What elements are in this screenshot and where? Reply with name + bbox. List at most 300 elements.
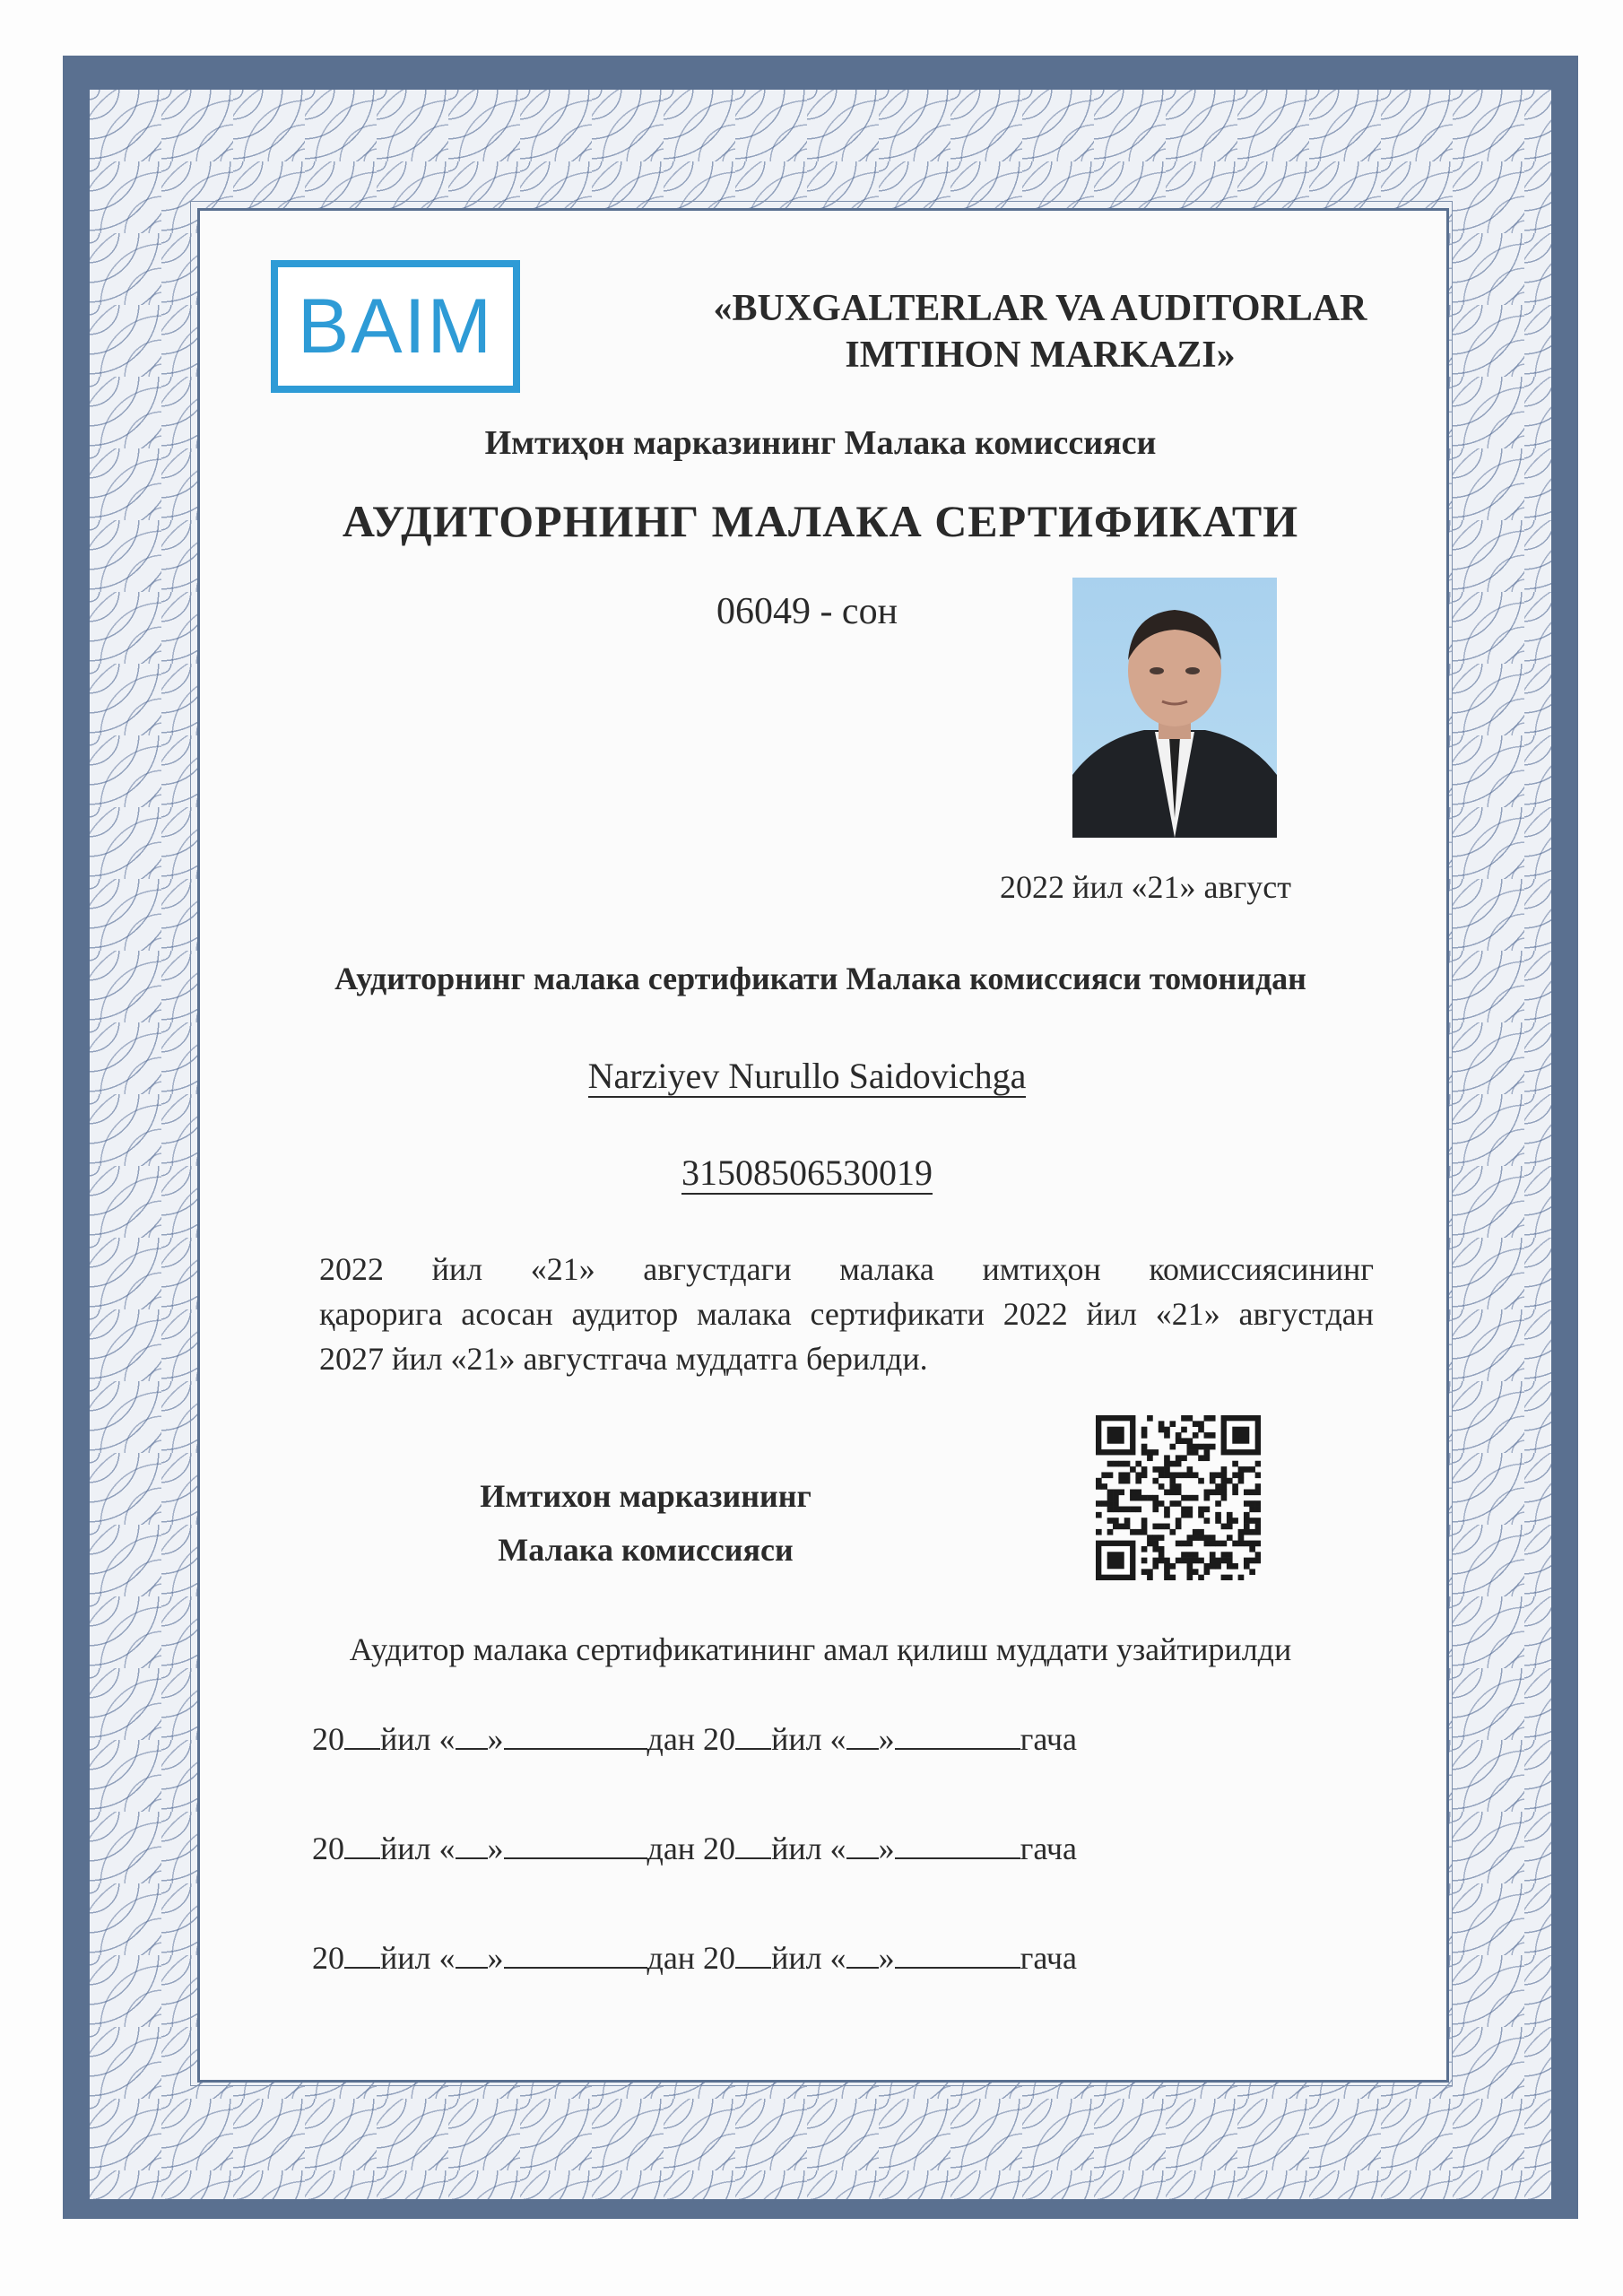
qr-module <box>1249 1558 1255 1564</box>
qr-module <box>1255 1518 1261 1524</box>
qr-module <box>1255 1541 1261 1547</box>
qr-module <box>1221 1466 1228 1473</box>
qr-module <box>1221 1478 1228 1484</box>
qr-module <box>1113 1489 1119 1495</box>
qr-module <box>1198 1575 1204 1580</box>
qr-module <box>1210 1563 1216 1570</box>
day-blank[interactable] <box>846 1940 879 1969</box>
day-blank[interactable] <box>456 1721 488 1750</box>
qr-module <box>1187 1415 1193 1422</box>
year-blank[interactable] <box>344 1940 380 1969</box>
ext-quote-close: » <box>487 1721 504 1757</box>
extension-row <box>312 1830 1209 1867</box>
qr-module <box>1147 1575 1153 1580</box>
qr-module <box>1198 1535 1204 1541</box>
qr-module <box>1181 1455 1187 1461</box>
qr-module <box>1204 1541 1211 1547</box>
ext-year-word: йил « <box>380 1940 456 1976</box>
qr-module <box>1159 1500 1165 1507</box>
ext-prefix: 20 <box>312 1831 344 1866</box>
qr-module <box>1113 1507 1119 1513</box>
qr-module <box>1215 1563 1221 1570</box>
qr-module <box>1141 1432 1148 1439</box>
qr-module <box>1141 1518 1148 1524</box>
ext-year-word: йил « <box>380 1831 456 1866</box>
qr-module <box>1244 1512 1250 1518</box>
qr-module <box>1204 1563 1211 1570</box>
qr-module <box>1169 1500 1176 1507</box>
qr-module <box>1135 1495 1141 1501</box>
qr-module <box>1193 1535 1199 1541</box>
qr-module <box>1210 1444 1216 1450</box>
qr-module <box>1215 1472 1221 1478</box>
qr-module <box>1244 1541 1250 1547</box>
qr-module <box>1238 1466 1245 1473</box>
qr-module <box>1141 1569 1148 1575</box>
qr-module <box>1232 1483 1238 1490</box>
qr-module <box>1169 1575 1176 1580</box>
qr-module <box>1176 1455 1182 1461</box>
qr-finder-pattern <box>1107 1427 1124 1444</box>
qr-module <box>1249 1541 1255 1547</box>
qr-module <box>1204 1449 1211 1456</box>
qr-module <box>1176 1483 1182 1490</box>
qr-module <box>1187 1507 1193 1513</box>
qr-module <box>1164 1432 1170 1439</box>
qr-module <box>1238 1529 1245 1535</box>
qr-module <box>1124 1518 1131 1524</box>
qr-module <box>1141 1495 1148 1501</box>
ext-year-word: йил « <box>771 1721 846 1757</box>
year-blank[interactable] <box>735 1721 771 1750</box>
certificate-subtitle: Аудиторнинг малака сертификати Малака комиссияси томонидан <box>334 961 1306 996</box>
qr-module <box>1164 1524 1170 1530</box>
qr-module <box>1159 1552 1165 1558</box>
qr-module <box>1215 1512 1221 1518</box>
qr-module <box>1152 1449 1159 1456</box>
qr-module <box>1198 1421 1204 1427</box>
qr-module <box>1135 1461 1141 1467</box>
qr-module <box>1096 1483 1102 1490</box>
year-blank[interactable] <box>735 1940 771 1969</box>
qr-module <box>1152 1507 1159 1513</box>
qr-module <box>1130 1466 1136 1473</box>
qr-module <box>1176 1500 1182 1507</box>
qr-module <box>1130 1529 1136 1535</box>
qr-module <box>1096 1512 1102 1518</box>
ext-to-word: гача <box>1020 1721 1077 1757</box>
qr-module <box>1193 1569 1199 1575</box>
body-line-1: 2022 йил «21» августдаги малака имтиҳон комиссиясининг <box>319 1251 1374 1287</box>
qr-module <box>1113 1500 1119 1507</box>
qr-module <box>1130 1507 1136 1513</box>
qr-module <box>1221 1558 1228 1564</box>
qr-module <box>1152 1535 1159 1541</box>
qr-module <box>1159 1421 1165 1427</box>
qr-module <box>1164 1558 1170 1564</box>
qr-module <box>1164 1512 1170 1518</box>
qr-module <box>1238 1472 1245 1478</box>
month-blank[interactable] <box>895 1831 1020 1859</box>
qr-module <box>1118 1524 1124 1530</box>
month-blank[interactable] <box>504 1721 647 1750</box>
issue-date: 2022 йил «21» август <box>1000 869 1291 905</box>
qr-module <box>1244 1524 1250 1530</box>
ext-from-word: дан 20 <box>647 1940 736 1976</box>
qr-module <box>1215 1541 1221 1547</box>
qr-module <box>1244 1558 1250 1564</box>
qr-module <box>1198 1512 1204 1518</box>
qr-module <box>1152 1541 1159 1547</box>
qr-module <box>1124 1478 1131 1484</box>
qr-module <box>1227 1512 1233 1518</box>
qr-module <box>1130 1489 1136 1495</box>
ext-quote-close: » <box>878 1831 895 1866</box>
year-blank[interactable] <box>735 1831 771 1859</box>
qr-module <box>1221 1541 1228 1547</box>
qr-module <box>1181 1495 1187 1501</box>
qr-module <box>1193 1421 1199 1427</box>
qr-module <box>1187 1438 1193 1444</box>
ext-prefix: 20 <box>312 1721 344 1757</box>
qr-module <box>1215 1483 1221 1490</box>
qr-module <box>1204 1455 1211 1461</box>
qr-module <box>1204 1415 1211 1422</box>
qr-module <box>1210 1489 1216 1495</box>
qr-module <box>1255 1472 1261 1478</box>
qr-module <box>1164 1569 1170 1575</box>
qr-module <box>1232 1489 1238 1495</box>
qr-module <box>1152 1466 1159 1473</box>
qr-module <box>1198 1478 1204 1484</box>
qr-module <box>1101 1472 1107 1478</box>
organization-title <box>681 285 1399 378</box>
qr-module <box>1135 1507 1141 1513</box>
qr-module <box>1107 1507 1114 1513</box>
qr-module <box>1176 1461 1182 1467</box>
qr-module <box>1107 1529 1114 1535</box>
qr-module <box>1181 1541 1187 1547</box>
qr-module <box>1147 1455 1153 1461</box>
extension-row <box>312 1720 1209 1758</box>
qr-module <box>1221 1472 1228 1478</box>
qr-module <box>1176 1432 1182 1439</box>
qr-module <box>1164 1466 1170 1473</box>
qr-module <box>1255 1461 1261 1467</box>
month-blank[interactable] <box>504 1831 647 1859</box>
qr-module <box>1169 1444 1176 1450</box>
qr-module <box>1176 1524 1182 1530</box>
qr-module <box>1096 1478 1102 1484</box>
qr-module <box>1204 1569 1211 1575</box>
qr-module <box>1141 1524 1148 1530</box>
qr-module <box>1159 1472 1165 1478</box>
certificate-title: АУДИТОРНИНГ МАЛАКА СЕРТИФИКАТИ <box>342 496 1299 546</box>
qr-module <box>1187 1575 1193 1580</box>
ext-year-word: йил « <box>380 1721 456 1757</box>
qr-module <box>1187 1563 1193 1570</box>
qr-module <box>1164 1427 1170 1433</box>
day-blank[interactable] <box>846 1831 879 1859</box>
qr-module <box>1198 1444 1204 1450</box>
qr-module <box>1181 1507 1187 1513</box>
qr-module <box>1210 1478 1216 1484</box>
signature-line2: Малака комиссияси <box>498 1532 794 1568</box>
qr-module <box>1193 1529 1199 1535</box>
qr-module <box>1096 1500 1102 1507</box>
qr-module <box>1238 1575 1245 1580</box>
qr-module <box>1152 1478 1159 1484</box>
day-blank[interactable] <box>846 1721 879 1750</box>
year-blank[interactable] <box>344 1831 380 1859</box>
year-blank[interactable] <box>344 1721 380 1750</box>
qr-module <box>1141 1466 1148 1473</box>
qr-module <box>1141 1546 1148 1552</box>
qr-module <box>1227 1563 1233 1570</box>
qr-module <box>1169 1483 1176 1490</box>
qr-module <box>1152 1524 1159 1530</box>
qr-module <box>1204 1535 1211 1541</box>
organization-title-line1: «BUXGALTERLAR VA AUDITORLAR <box>713 288 1367 329</box>
qr-module <box>1255 1529 1261 1535</box>
qr-module <box>1238 1478 1245 1484</box>
qr-module <box>1249 1569 1255 1575</box>
qr-module <box>1210 1535 1216 1541</box>
qr-module <box>1227 1478 1233 1484</box>
month-blank[interactable] <box>504 1940 647 1969</box>
qr-module <box>1124 1461 1131 1467</box>
qr-module <box>1118 1478 1124 1484</box>
qr-module <box>1244 1529 1250 1535</box>
recipient-pin <box>502 1152 1112 1194</box>
qr-module <box>1147 1415 1153 1422</box>
qr-module <box>1193 1444 1199 1450</box>
qr-module <box>1227 1524 1233 1530</box>
qr-module <box>1169 1461 1176 1467</box>
qr-module <box>1187 1535 1193 1541</box>
qr-module <box>1238 1541 1245 1547</box>
qr-module <box>1198 1529 1204 1535</box>
qr-module <box>1169 1472 1176 1478</box>
day-blank[interactable] <box>456 1831 488 1859</box>
qr-module <box>1135 1489 1141 1495</box>
qr-module <box>1159 1427 1165 1433</box>
qr-module <box>1255 1483 1261 1490</box>
qr-module <box>1187 1541 1193 1547</box>
qr-module <box>1169 1421 1176 1427</box>
qr-module <box>1193 1449 1199 1456</box>
qr-module <box>1227 1558 1233 1564</box>
qr-module <box>1181 1438 1187 1444</box>
qr-module <box>1210 1552 1216 1558</box>
qr-module <box>1152 1563 1159 1570</box>
qr-module <box>1141 1472 1148 1478</box>
holder-photo <box>1072 578 1277 838</box>
qr-module <box>1135 1472 1141 1478</box>
ext-quote-close: » <box>878 1940 895 1976</box>
qr-module <box>1210 1472 1216 1478</box>
qr-module <box>1141 1529 1148 1535</box>
qr-module <box>1176 1558 1182 1564</box>
qr-code <box>1096 1415 1261 1580</box>
qr-module <box>1187 1552 1193 1558</box>
qr-module <box>1141 1558 1148 1564</box>
qr-module <box>1169 1529 1176 1535</box>
qr-module <box>1249 1529 1255 1535</box>
qr-module <box>1181 1472 1187 1478</box>
extension-row <box>312 1939 1209 1977</box>
qr-module <box>1152 1500 1159 1507</box>
qr-module <box>1215 1489 1221 1495</box>
qr-module <box>1130 1495 1136 1501</box>
ext-year-word: йил « <box>771 1831 846 1866</box>
qr-module <box>1255 1524 1261 1530</box>
qr-module <box>1193 1552 1199 1558</box>
certificate-number: 06049 - сон <box>716 591 898 632</box>
qr-module <box>1255 1558 1261 1564</box>
qr-module <box>1159 1558 1165 1564</box>
qr-module <box>1232 1518 1238 1524</box>
qr-module <box>1221 1575 1228 1580</box>
qr-module <box>1164 1489 1170 1495</box>
qr-finder-pattern <box>1232 1427 1249 1444</box>
qr-module <box>1244 1466 1250 1473</box>
qr-module <box>1232 1472 1238 1478</box>
qr-module <box>1147 1541 1153 1547</box>
qr-module <box>1141 1427 1148 1433</box>
qr-module <box>1124 1524 1131 1530</box>
qr-module <box>1164 1461 1170 1467</box>
qr-module <box>1198 1507 1204 1513</box>
ext-to-word: гача <box>1020 1831 1077 1866</box>
qr-module <box>1113 1461 1119 1467</box>
qr-module <box>1187 1512 1193 1518</box>
qr-module <box>1159 1546 1165 1552</box>
qr-module <box>1249 1507 1255 1513</box>
qr-module <box>1181 1427 1187 1433</box>
qr-module <box>1255 1507 1261 1513</box>
qr-finder-pattern <box>1107 1552 1124 1569</box>
month-blank[interactable] <box>895 1940 1020 1969</box>
qr-module <box>1181 1415 1187 1422</box>
qr-module <box>1221 1495 1228 1501</box>
qr-module <box>1187 1449 1193 1456</box>
qr-module <box>1221 1483 1228 1490</box>
qr-module <box>1221 1552 1228 1558</box>
certificate-panel <box>197 208 1449 2083</box>
qr-module <box>1193 1472 1199 1478</box>
qr-module <box>1107 1518 1114 1524</box>
qr-module <box>1193 1495 1199 1501</box>
commission-heading: Имтиҳон марказининг Малака комиссияси <box>484 424 1157 462</box>
qr-module <box>1101 1483 1107 1490</box>
signature-block <box>412 1469 879 1577</box>
ext-year-word: йил « <box>771 1940 846 1976</box>
qr-module <box>1176 1438 1182 1444</box>
recipient-name-text: Narziyev Nurullo Saidovichga <box>587 1056 1027 1096</box>
qr-module <box>1118 1489 1124 1495</box>
qr-module <box>1210 1415 1216 1422</box>
qr-module <box>1135 1478 1141 1484</box>
qr-module <box>1176 1489 1182 1495</box>
month-blank[interactable] <box>895 1721 1020 1750</box>
qr-module <box>1193 1558 1199 1564</box>
organization-title-line2: IMTIHON MARKAZI» <box>845 335 1236 376</box>
qr-module <box>1187 1472 1193 1478</box>
qr-module <box>1204 1432 1211 1439</box>
qr-module <box>1096 1529 1102 1535</box>
qr-module <box>1176 1472 1182 1478</box>
certificate-body <box>319 1247 1374 1381</box>
qr-module <box>1232 1563 1238 1570</box>
ext-quote-close: » <box>487 1831 504 1866</box>
extension-title: Аудитор малака сертификатининг амал қилиш муддати узайтирилди <box>349 1631 1292 1667</box>
ext-to-word: гача <box>1020 1940 1077 1976</box>
qr-module <box>1101 1500 1107 1507</box>
qr-module <box>1147 1495 1153 1501</box>
qr-module <box>1118 1461 1124 1467</box>
qr-module <box>1141 1449 1148 1456</box>
qr-module <box>1187 1466 1193 1473</box>
qr-module <box>1255 1552 1261 1558</box>
qr-module <box>1193 1432 1199 1439</box>
qr-module <box>1113 1524 1119 1530</box>
qr-module <box>1255 1500 1261 1507</box>
qr-module <box>1215 1518 1221 1524</box>
qr-module <box>1147 1569 1153 1575</box>
body-line-2: қарорига асосан аудитор малака сертификати 2022 йил «21» августдан <box>319 1296 1374 1332</box>
qr-module <box>1204 1489 1211 1495</box>
day-blank[interactable] <box>456 1940 488 1969</box>
qr-module <box>1159 1535 1165 1541</box>
logo-text: BAIM <box>297 283 494 370</box>
qr-module <box>1232 1541 1238 1547</box>
ext-from-word: дан 20 <box>647 1721 736 1757</box>
qr-module <box>1204 1495 1211 1501</box>
qr-module <box>1244 1489 1250 1495</box>
qr-module <box>1107 1461 1114 1467</box>
qr-module <box>1238 1535 1245 1541</box>
qr-module <box>1164 1472 1170 1478</box>
recipient-pin-text: 31508506530019 <box>681 1152 933 1193</box>
qr-module <box>1107 1495 1114 1501</box>
qr-module <box>1147 1449 1153 1456</box>
qr-module <box>1181 1552 1187 1558</box>
qr-module <box>1244 1518 1250 1524</box>
qr-module <box>1164 1455 1170 1461</box>
qr-module <box>1141 1444 1148 1450</box>
qr-module <box>1169 1489 1176 1495</box>
ext-prefix: 20 <box>312 1940 344 1976</box>
qr-module <box>1107 1472 1114 1478</box>
qr-module <box>1227 1575 1233 1580</box>
qr-module <box>1187 1495 1193 1501</box>
qr-module <box>1255 1489 1261 1495</box>
qr-module <box>1221 1489 1228 1495</box>
qr-module <box>1169 1563 1176 1570</box>
qr-module <box>1187 1569 1193 1575</box>
signature-line1: Имтихон марказининг <box>480 1478 812 1514</box>
qr-module <box>1181 1558 1187 1564</box>
qr-module <box>1187 1558 1193 1564</box>
qr-module <box>1215 1500 1221 1507</box>
qr-module <box>1249 1489 1255 1495</box>
qr-module <box>1107 1489 1114 1495</box>
qr-module <box>1249 1518 1255 1524</box>
qr-module <box>1227 1535 1233 1541</box>
ext-quote-close: » <box>878 1721 895 1757</box>
qr-module <box>1249 1466 1255 1473</box>
